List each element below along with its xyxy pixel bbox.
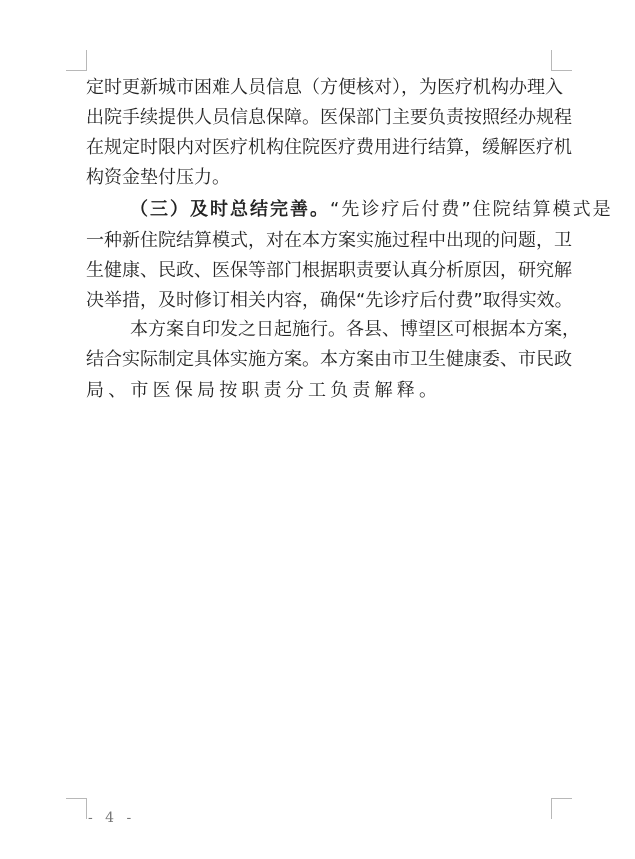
body-line: 决举措，及时修订相关内容，确保“先诊疗后付费”取得实效。 [86,290,573,311]
body-line: 本方案自印发之日起施行。各县、博望区可根据本方案， [130,319,580,340]
section3-text: “先诊疗后付费”住院结算模式是 [330,199,613,220]
body-line: 构资金垫付压力。 [86,167,230,188]
body-line: 一种新住院结算模式，对在本方案实施过程中出现的问题，卫 [86,230,572,251]
body-line: 生健康、民政、医保等部门根据职责要认真分析原因，研究解 [86,260,572,281]
section3-first-line [130,197,613,223]
crop-mark-top-right [551,50,572,71]
body-line: 在规定时限内对医疗机构住院医疗费用进行结算，缓解医疗机 [86,137,572,158]
body-line: 结合实际制定具体实施方案。本方案由市卫生健康委、市民政 [86,349,572,370]
crop-mark-top-left [66,50,87,71]
section3-heading: （三）及时总结完善。 [130,199,330,220]
page-number: - 4 - [88,810,136,826]
crop-mark-bottom-right [551,798,572,819]
body-line: 出院手续提供人员信息保障。医保部门主要负责按照经办规程 [86,107,572,128]
body-line: 局、市医保局按职责分工负责解释。 [86,380,442,401]
body-line: 定时更新城市困难人员信息（方便核对），为医疗机构办理入 [86,77,563,98]
crop-mark-bottom-left [66,798,87,819]
